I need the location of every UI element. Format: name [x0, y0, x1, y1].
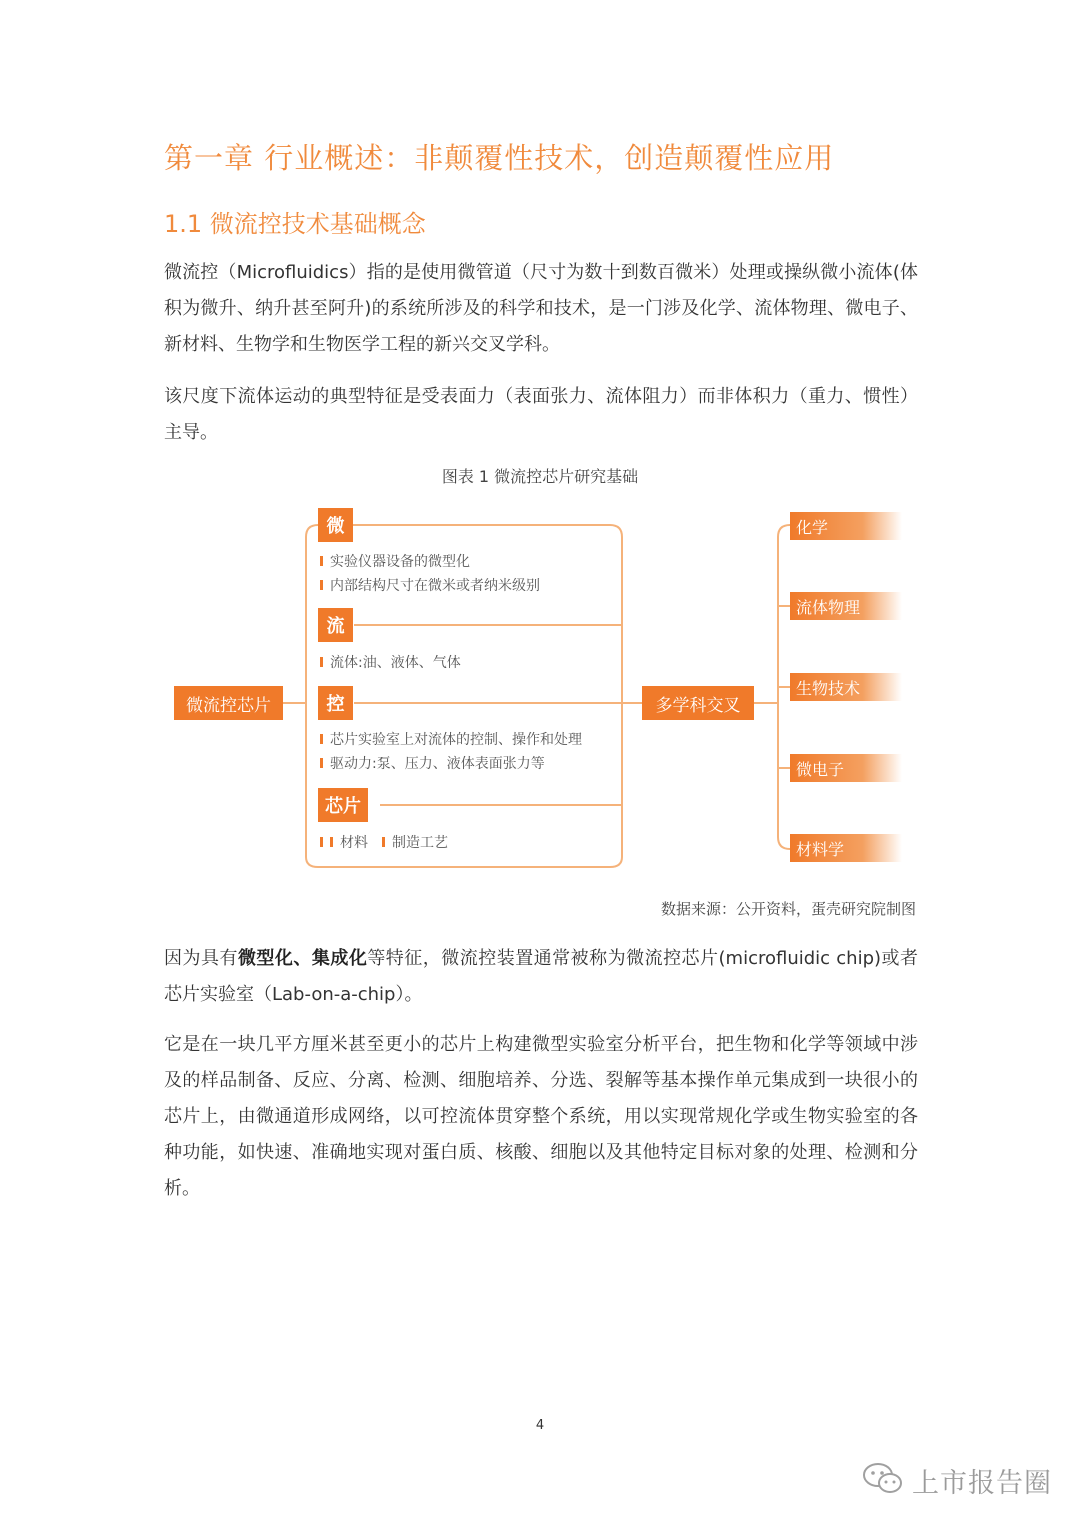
discipline-label: 材料学 — [790, 834, 902, 862]
paragraph-chip-naming — [164, 941, 918, 1013]
category-xinpian: 芯片 — [318, 788, 368, 822]
paragraph-lab-on-chip: 它是在一块几平方厘米甚至更小的芯片上构建微型实验室分析平台，把生物和化学等领域中涉及的样品制备、反应、分离、检测、细胞培养、分选、裂解等基本操作单元集成到一块很小的芯片上，由微通道形成网络，以可控流体贯穿整个系统，用以实现常规化学或生物实验室的各种功能，如快速、准确地实现对蛋白质、核酸、细胞以及其他特定目标对象的处理、检测和分析。 — [164, 1034, 918, 1199]
paragraph-feature: 该尺度下流体运动的典型特征是受表面力（表面张力、流体阻力）而非体积力（重力、惯性）主导。 — [164, 386, 918, 443]
discipline-label: 流体物理 — [790, 592, 902, 620]
bold-sep: 、 — [293, 948, 312, 969]
root-node: 微流控芯片 — [174, 686, 283, 720]
watermark-text: 上市报告圈 — [912, 1467, 1052, 1499]
category-wei-item: 内部结构尺寸在微米或者纳米级别 — [320, 575, 540, 595]
category-xinpian-item: 制造工艺 — [382, 832, 448, 852]
bold-term: 微型化 — [237, 948, 294, 969]
category-liu-item: 流体:油、液体、气体 — [320, 652, 461, 672]
chapter-title: 第一章 行业概述：非颠覆性技术，创造颠覆性应用 — [164, 141, 835, 175]
discipline-label: 化学 — [790, 512, 902, 540]
category-wei: 微 — [318, 508, 353, 542]
category-xinpian-items — [320, 832, 462, 852]
figure-caption: 图表 1 微流控芯片研究基础 — [441, 467, 639, 486]
category-liu: 流 — [318, 608, 353, 642]
page-number: 4 — [535, 1418, 545, 1433]
wechat-icon — [862, 1461, 904, 1499]
text-run: 因为具有 — [164, 948, 238, 969]
watermark — [862, 1460, 1052, 1500]
category-wei-item: 实验仪器设备的微型化 — [320, 551, 470, 571]
category-kong-item: 芯片实验室上对流体的控制、操作和处理 — [320, 729, 582, 749]
microfluidic-diagram — [170, 505, 900, 875]
category-kong-item: 驱动力:泵、压力、液体表面张力等 — [320, 753, 545, 773]
text-run: 等特征，微流控装置通常被称为微流控芯片(microfluidic chip)或者芯片实验室（Lab-on-a-chip）。 — [164, 948, 918, 1005]
category-xinpian-item: 材料 — [330, 832, 368, 852]
bold-term: 集成化 — [311, 948, 368, 969]
category-kong: 控 — [318, 686, 353, 720]
paragraph-intro: 微流控（Microfluidics）指的是使用微管道（尺寸为数十到数百微米）处理或操纵微小流体(体积为微升、纳升甚至阿升)的系统所涉及的科学和技术，是一门涉及化学、流体物理、微电子、新材料、生物学和生物医学工程的新兴交叉学科。 — [164, 262, 918, 355]
discipline-label: 微电子 — [790, 754, 902, 782]
section-title: 1.1 微流控技术基础概念 — [164, 210, 426, 238]
figure-source: 数据来源：公开资料，蛋壳研究院制图 — [660, 900, 916, 918]
discipline-label: 生物技术 — [790, 673, 902, 701]
hub-node: 多学科交叉 — [642, 686, 754, 720]
